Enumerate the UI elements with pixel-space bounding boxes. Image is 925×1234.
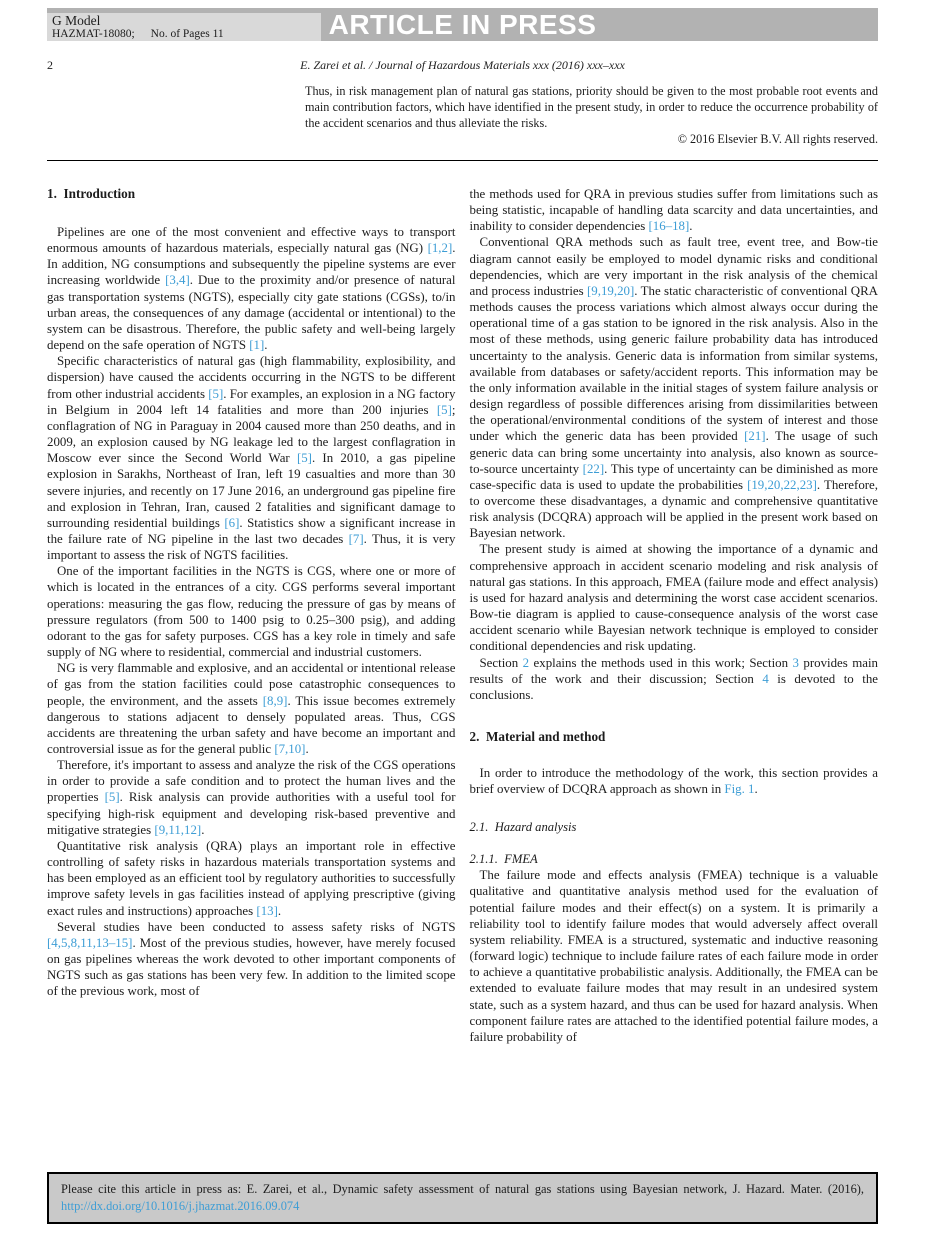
text-run: .	[277, 903, 282, 918]
text-run: . Statistics show a significant increase in the failure rate of NG pipeline in the last two decades	[47, 515, 456, 546]
text-run: . This issue becomes extremely dangerous to stations adjacent to densely populated areas. Thus, CGS accidents are threatening the urban safety and have become an important and controversial issue as for the general public	[47, 693, 456, 756]
intro-paragraph-2	[47, 353, 456, 563]
method-paragraph-1	[470, 765, 879, 797]
text-run: . The static characteristic of conventional QRA methods causes the process variations which almost always occur during the operational time of a gas station to be ignored in the risk analysis. Also in the most of these methods, using generic failure probability data has introduced uncertainty to the analysis. Generic data is information from similar systems, available from databases or safety/accident reports. This information may be the only information available in the initial stages of system failure analysis or design regardless of possible differences arising from dissimilarities between the operational/environmental conditions of the system of interest and those under which the generic data has been provided	[469, 283, 878, 444]
subsection-hazard-analysis: 2.1. Hazard analysis	[469, 820, 577, 835]
text-run: . Therefore, to overcome these disadvantages, a dynamic and comprehensive quantitative risk analysis (DCQRA) approach will be applied in the present work based on Bayesian network.	[469, 477, 879, 541]
intro-paragraph-8	[470, 186, 879, 234]
text-run: . Most of the previous studies, however, have merely focused on gas pipelines whereas the work devoted to other important components of NGTS such as gas stations has been very few. In addition to the limited scope of the previous work, most of	[47, 935, 456, 999]
page-content	[47, 0, 878, 1045]
text-run: . Risk analysis can provide authorities with a useful tool for specifying high-risk equipment and developing risk-based preventive and mitigative strategies	[47, 790, 456, 837]
citation-link[interactable]: http://dx.doi.org/10.1016/j.jhazmat.2016.09.074	[61, 1198, 300, 1213]
text-run: .	[754, 782, 758, 797]
citation-link[interactable]: [4,5,8,11,13–15]	[47, 935, 133, 950]
citation-link[interactable]: 2	[522, 655, 530, 670]
text-run: Specific characteristics of natural gas (high flammability, explosibility, and dispersion) have caused the accidents occurring in the NGTS to be different from other industrial accidents	[47, 354, 456, 401]
intro-paragraph-1	[47, 224, 456, 353]
citation-link[interactable]: [8,9]	[262, 693, 288, 708]
intro-paragraph-4	[47, 660, 456, 757]
divider-rule	[47, 160, 878, 161]
right-column	[470, 186, 879, 1045]
text-run: explains the methods used in this work; Section	[529, 655, 793, 670]
left-column	[47, 186, 456, 1045]
citation-text	[61, 1182, 864, 1213]
text-run: Conventional QRA methods such as fault tree, event tree, and Bow-tie diagram cannot easily be employed to model dynamic risks and conditional dependencies, which are very important in the risk analysis of the chemical and process industries	[469, 235, 878, 298]
intro-paragraph-5	[47, 757, 456, 838]
citation-link[interactable]: [9,19,20]	[587, 283, 635, 298]
text-run: Section	[479, 655, 523, 670]
text-run: ; conflagration of NG in Paraguay in 2004 caused more than 250 deaths, and in 2009, an explosion caused by NG leakage led to the largest conflagration in Moscow ever since the Second World War	[47, 402, 456, 466]
intro-paragraph-3	[47, 563, 456, 660]
citation-link[interactable]: [7]	[348, 531, 364, 546]
text-run: . For examples, an explosion in a NG factory in Belgium in 2004 left 14 fatalities and more than 200 injuries	[47, 386, 456, 417]
g-model-box	[47, 13, 321, 41]
article-in-press-title: ARTICLE IN PRESS	[328, 8, 597, 40]
citation-link[interactable]: [6]	[224, 515, 240, 530]
intro-paragraph-9	[470, 234, 879, 541]
page-number: 2	[47, 58, 53, 72]
text-run: Therefore, it's important to assess and analyze the risk of the CGS operations in order to provide a safe condition and to protect the human lives and the properties	[47, 758, 456, 805]
journal-code: HAZMAT-18080;	[52, 28, 135, 40]
citation-link[interactable]: [5]	[436, 402, 452, 417]
text-run: Several studies have been conducted to assess safety risks of NGTS	[57, 919, 456, 934]
text-run: . The usage of such generic data can bring some uncertainty into analysis, also known as source-to-source uncertainty	[469, 429, 878, 476]
citation-link[interactable]: [5]	[208, 386, 224, 401]
citation-link[interactable]: 4	[762, 671, 769, 686]
text-run: The failure mode and effects analysis (FMEA) technique is a valuable qualitative and quantitative analysis method used for the evaluation of potential failure modes and their effect(s) on a system. It is primarily a reliability tool to identify failure modes that would adversely affect overall system reliability. FMEA is a structured, systematic and inductive reasoning (forward logic) technique to include failure rates of each failure mode in order to achieve a quantitative probabilistic analysis. Additionally, the FMEA can be extended to evaluate failure modes that may result in an undesired system state, such as a system hazard, and thus can be used for hazard analysis. When component failure rates are attached to the identified potential failure modes, a failure probability of	[469, 868, 878, 1044]
citation-link[interactable]: 3	[792, 655, 799, 670]
running-title: E. Zarei et al. / Journal of Hazardous Materials xxx (2016) xxx–xxx	[300, 58, 625, 72]
text-run: .	[305, 742, 309, 756]
intro-paragraph-11	[470, 655, 879, 703]
text-run: NG is very flammable and explosive, and an accidental or intentional release of gas from the station facilities could pose catastrophic consequences to people, the environment, and the assets	[47, 661, 456, 708]
text-run: .	[689, 219, 693, 234]
text-run: Pipelines are one of the most convenient and effective ways to transport enormous amounts of hazardous materials, especially natural gas (NG)	[47, 225, 456, 256]
article-in-press-banner	[47, 8, 878, 41]
citation-link[interactable]: [22]	[582, 461, 605, 476]
citation-link[interactable]: [13]	[256, 903, 278, 918]
abstract-continuation	[305, 83, 878, 147]
intro-paragraph-6	[47, 838, 456, 919]
citation-link[interactable]: [1,2]	[427, 241, 453, 256]
method-heading: 2. Material and method	[469, 729, 606, 744]
citation-link[interactable]: [3,4]	[165, 273, 190, 288]
citation-link[interactable]: [7,10]	[274, 742, 306, 756]
citation-link[interactable]: [21]	[744, 429, 766, 444]
citation-link[interactable]: [1]	[249, 338, 265, 353]
g-model-label: G Model	[52, 13, 101, 28]
intro-paragraph-10	[470, 541, 879, 654]
journal-code-line	[52, 28, 321, 41]
pages-note: No. of Pages 11	[150, 28, 224, 40]
intro-paragraph-7	[47, 919, 456, 1000]
citation-link[interactable]: [9,11,12]	[154, 822, 202, 837]
abstract-text: Thus, in risk management plan of natural gas stations, priority should be given to the most probable root events and main contribution factors, which have identified in the present study, in order to reduce the occurrence probability of the accident scenarios and thus alleviate the risks.	[305, 84, 878, 130]
text-run: In order to introduce the methodology of the work, this section provides a brief overview of DCQRA approach as shown in	[469, 766, 878, 797]
text-run: . This type of uncertainty can be diminished as more case-specific data is used to update the probabilities	[469, 461, 879, 492]
running-head	[47, 58, 878, 74]
text-run: . Due to the proximity and/or presence of natural gas transportation systems (NGTS), especially city gate stations (CGSs), to/in urban areas, the consequences of any damage (accidental or intentional) to the system can be disastrous. Therefore, the public safety and well-being largely depend on the safe operation of NGTS	[47, 273, 456, 353]
citation-link[interactable]: [16–18]	[648, 219, 690, 234]
text-run: . In addition, NG consumptions and subsequently the pipeline systems are ever increasing worldwide	[47, 241, 456, 288]
text-run: . In 2010, a gas pipeline explosion in Sarakhs, Northeast of Iran, left 19 casualties and more than 30 severe injuries, and recently on 17 June 2016, an underground gas pipeline fire and explosion in Tehran, Iran, caused 2 fatalities and significant damage to surrounding residential buildings	[47, 451, 456, 530]
text-run: provides main results of the work and their discussion; Section	[469, 655, 878, 686]
copyright-notice: © 2016 Elsevier B.V. All rights reserved.	[677, 132, 878, 146]
text-run: .	[201, 822, 205, 837]
subsection-fmea: 2.1.1. FMEA	[469, 852, 538, 867]
citation-link[interactable]: [5]	[104, 790, 120, 805]
citation-link[interactable]: [19,20,22,23]	[747, 477, 817, 492]
citation-link[interactable]: [5]	[296, 451, 312, 466]
text-run: Please cite this article in press as: E. Zarei, et al., Dynamic safety assessment of natural gas stations using Bayesian network, J. Hazard. Mater. (2016),	[61, 1182, 864, 1196]
fmea-paragraph	[470, 867, 879, 1045]
text-run: One of the important facilities in the NGTS is CGS, where one or more of which is located in the entrances of a city. CGS performs several important operations: measuring the gas flow, reducing the pressure of gas by means of pressure regulators (from 500 to 1400 psig to 0.25–300 psig), and adding odorant to the gas for safety purposes. CGS has a key role in timely and safe supply of NG where to residential, commercial and industrial customers.	[47, 564, 456, 660]
two-column-body	[47, 186, 878, 1045]
intro-heading: 1. Introduction	[47, 186, 136, 201]
text-run: is devoted to the conclusions.	[469, 671, 878, 702]
text-run: . Thus, it is very important to assess the risk of NGTS facilities.	[47, 531, 456, 563]
citation-footer-box	[47, 1172, 878, 1224]
text-run: .	[264, 338, 268, 353]
citation-link[interactable]: Fig. 1	[724, 782, 755, 797]
text-run: the methods used for QRA in previous studies suffer from limitations such as being statistic, incapable of handling data scarcity and data uncertainties, and inability to consider dependencies	[469, 187, 878, 234]
text-run: Quantitative risk analysis (QRA) plays an important role in effective controlling of safety risks in hazardous materials transportation systems and has been employed as an efficient tool by regulatory authorities to successfully improve safety levels in gas facilities instead of applying prescriptive (giving exact rules and instructions) approaches	[47, 838, 456, 918]
text-run: The present study is aimed at showing the importance of a dynamic and comprehensive approach in accident scenario modeling and risk analysis of natural gas stations. In this approach, FMEA (failure mode and effect analysis) is used for hazard analysis and determining the worst case accident scenarios. Bow-tie diagram is applied to cause-consequence analysis of the worst case accident scenario while Bayesian network technique is employed to consider conditional dependencies and risk updating.	[469, 542, 878, 654]
